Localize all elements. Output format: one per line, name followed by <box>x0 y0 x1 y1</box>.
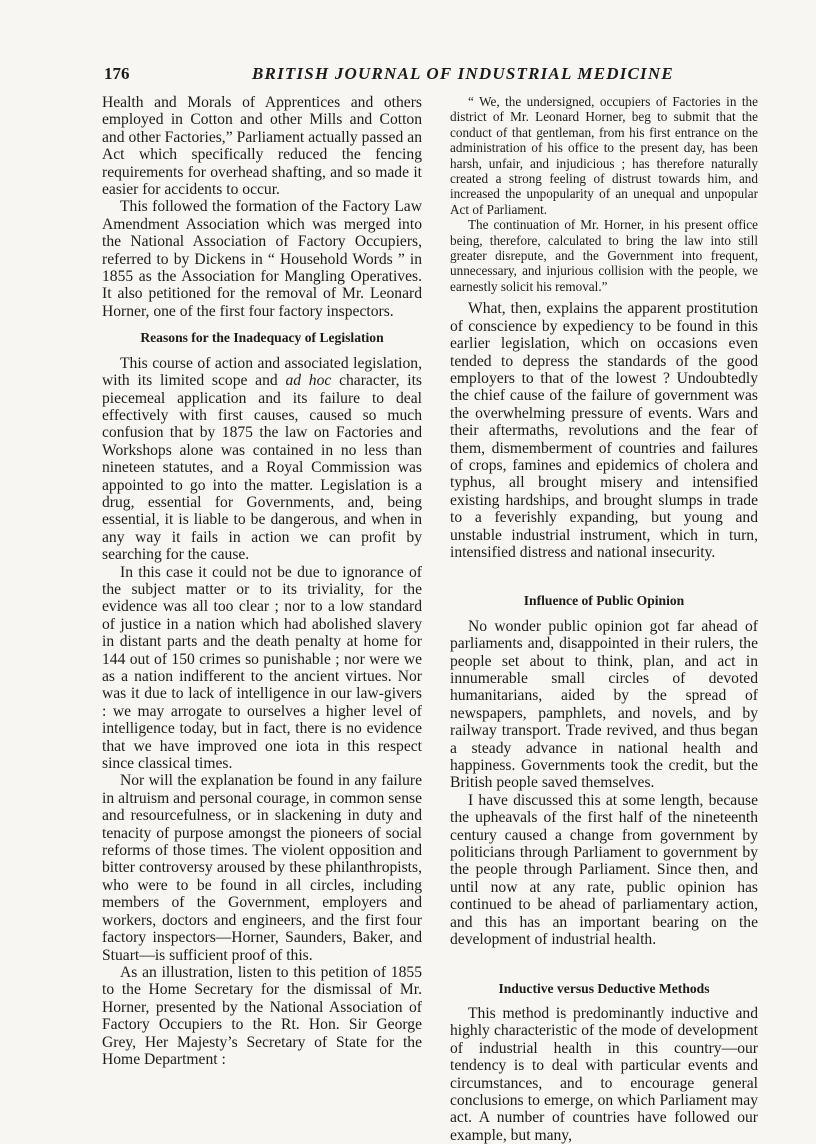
paragraph: This followed the formation of the Factory Law Amendment Association which was merged into the National Association of Factory Occupiers, referred to by Dickens in “ Household Words ” in 1855 as the Association for Mangling Operatives. It also petitioned for the removal of Mr. Leonard Horner, one of the first four factory inspectors. <box>102 198 422 320</box>
journal-title: BRITISH JOURNAL OF INDUSTRIAL MEDICINE <box>252 64 674 83</box>
page-header <box>104 64 764 90</box>
page-number: 176 <box>104 64 130 83</box>
paragraph: Nor will the explanation be found in any failure in altruism and personal courage, in common sense and resourcefulness, or in slackening in duty and tenacity of purpose amongst the pioneers of social reforms of those times. The violent opposition and bitter controversy aroused by these philanthropists, who were to be found in all circles, including members of the Government, employers and workers, doctors and engineers, and the first four factory inspectors—Horner, Saunders, Baker, and Stuart—is sufficient proof of this. <box>102 772 422 964</box>
paragraph: As an illustration, listen to this petition of 1855 to the Home Secretary for the dismissal of Mr. Horner, presented by the National Association of Factory Occupiers to the Rt. Hon. Sir George Grey, Her Majesty’s Secretary of State for the Home Department : <box>102 963 422 1068</box>
paragraph: In this case it could not be due to ignorance of the subject matter or to its triviality, for the evidence was all too clear ; nor to a low standard of justice in a nation which had abolished slavery in distant parts and the death penalty at home for 144 out of 150 crimes so punishable ; nor were we as a nation indifferent to the ancient virtues. Nor was it due to lack of intelligence in our law-givers : we may arrogate to ourselves a higher level of intelligence today, but in fact, there is no evidence that we have improved one iota in this respect since classical times. <box>102 563 422 773</box>
quote-paragraph: “ We, the undersigned, occupiers of Factories in the district of Mr. Leonard Horner, beg to submit that the conduct of that gentleman, from his first entrance on the administration of his office to the present day, has been harsh, unfair, and injudicious ; has therefore naturally created a strong feeling of distrust towards him, and increased the unpopularity of an unequal and unpopular Act of Parliament. <box>450 94 758 217</box>
italic-term: ad hoc <box>285 372 332 390</box>
section-heading-inductive: Inductive versus Deductive Methods <box>498 980 710 996</box>
section-heading-reasons: Reasons for the Inadequacy of Legislation <box>140 330 384 346</box>
paragraph: This course of action and associated legislation, with its limited scope and ad hoc character, its piecemeal application and its failure to deal effectively with first causes, caused so much confusion that by 1875 the law on Factories and Workshops alone was contained in no less than nineteen statutes, and a Royal Commission was appointed to go into the matter. Legislation is a drug, essential for Governments, and, being essential, it is liable to be dangerous, and when in any way it fails in action we can profit by searching for the cause. <box>102 354 422 564</box>
right-column <box>450 94 758 1144</box>
paragraph: Health and Morals of Apprentices and others employed in Cotton and other Mills and Cotton and other Factories,” Parliament actually passed an Act which specifically reduced the fencing requirements for overhead shafting, and so made it easier for accidents to occur. <box>102 94 422 199</box>
paragraph: This method is predominantly inductive and highly characteristic of the mode of development of industrial health in this country—our tendency is to deal with particular events and circumstances, and to encourage general conclusions to emerge, on which Parliament may act. A number of countries have followed our example, but many, <box>450 1004 758 1144</box>
paragraph: What, then, explains the apparent prostitution of conscience by expediency to be found in this earlier legislation, which on occasions even tended to depress the standards of the good employers to that of the lowest ? Undoubtedly the chief cause of the failure of government was the overwhelming pressure of events. Wars and their aftermaths, revolutions and the fear of them, dismemberment of countries and failures of crops, famines and epidemics of cholera and typhus, all brought misery and intensified existing hardships, and brought slumps in trade to a feverishly expanding, but young and unstable industrial instrument, which in turn, intensified distress and national insecurity. <box>450 300 758 561</box>
left-column <box>102 94 422 1068</box>
petition-quote <box>450 94 758 294</box>
section-heading-public-opinion: Influence of Public Opinion <box>523 593 685 609</box>
paragraph: I have discussed this at some length, because the upheavals of the first half of the nineteenth century caused a change from government by politicians through Parliament to government by the people through Parliament. Since then, and until now at any rate, public opinion has continued to be ahead of parliamentary action, and this has an important bearing on the development of industrial health. <box>450 791 758 949</box>
quote-paragraph: The continuation of Mr. Horner, in his present office being, therefore, calculated to bring the law into still greater disrepute, and the Government into frequent, unnecessary, and injurious collision with the people, we earnestly solicit his removal.” <box>450 217 758 294</box>
paragraph: No wonder public opinion got far ahead of parliaments and, disappointed in their rulers, the people set about to think, plan, and act in innumerable small circles of devoted humanitarians, aided by the spread of newspapers, pamphlets, and novels, and by railway transport. Trade revived, and thus began a steady advance in national health and happiness. Governments took the credit, but the British people saved themselves. <box>450 617 758 792</box>
